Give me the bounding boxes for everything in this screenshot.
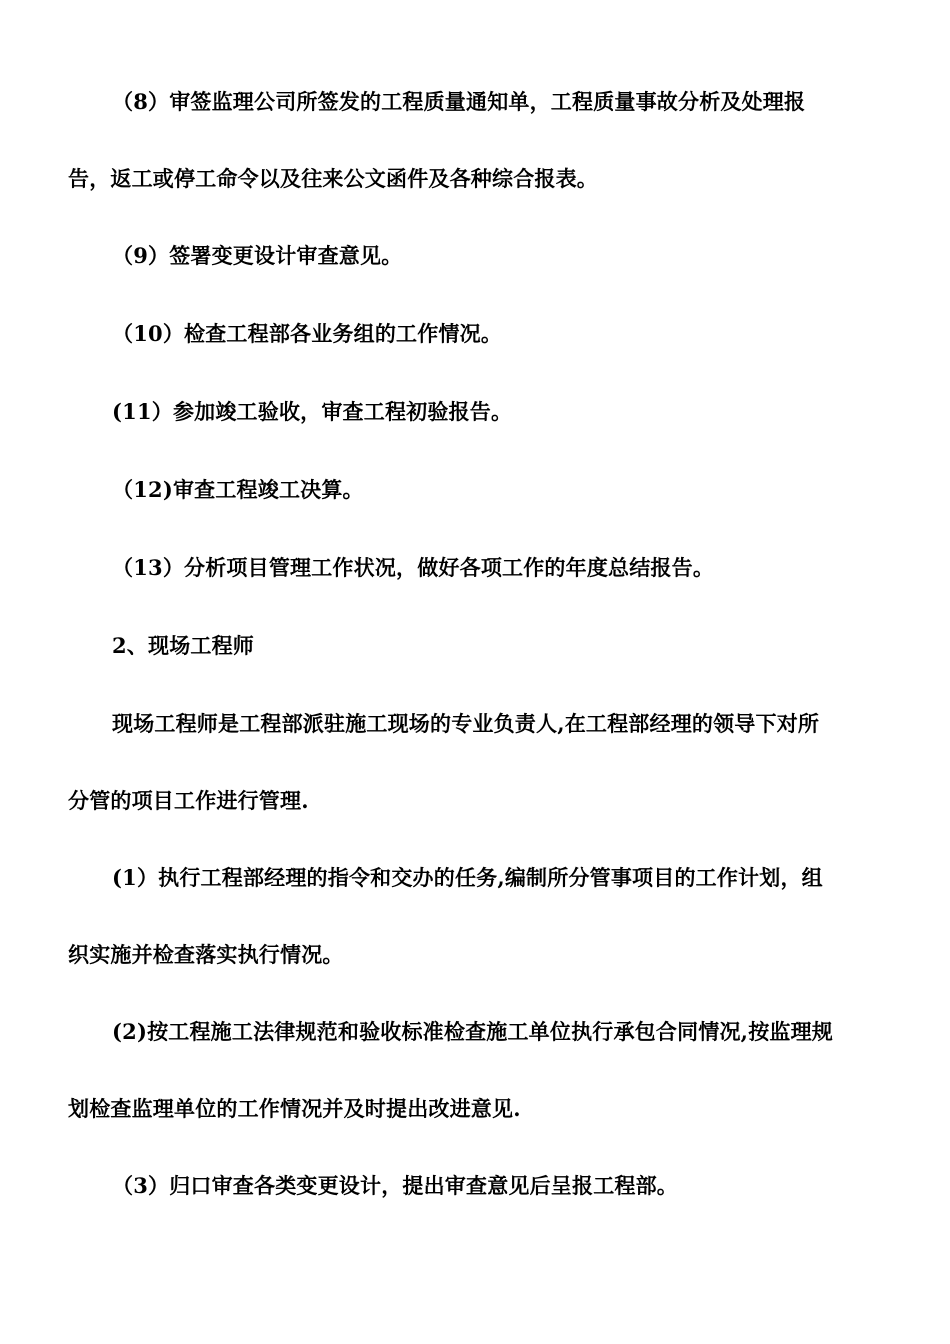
text-line: （8）审签监理公司所签发的工程质量通知单，工程质量事故分析及处理报: [112, 89, 806, 114]
text-line: （13）分析项目管理工作状况，做好各项工作的年度总结报告。: [112, 555, 715, 580]
text-line: (1）执行工程部经理的指令和交办的任务,编制所分管事项目的工作计划，组: [112, 865, 823, 890]
text-line: 织实施并检查落实执行情况。: [68, 942, 344, 967]
text-line: 现场工程师是工程部派驻施工现场的专业负责人,在工程部经理的领导下对所: [112, 711, 820, 736]
text-line: （3）归口审查各类变更设计，提出审查意见后呈报工程部。: [112, 1173, 679, 1198]
text-line: （12)审查工程竣工决算。: [112, 477, 364, 502]
text-line: 告，返工或停工命令以及往来公文函件及各种综合报表。: [68, 166, 598, 191]
section-heading: 2、现场工程师: [112, 633, 255, 658]
text-line: （9）签署变更设计审查意见。: [112, 243, 403, 268]
text-line: (11）参加竣工验收，审查工程初验报告。: [112, 399, 513, 424]
text-line: (2)按工程施工法律规范和验收标准检查施工单位执行承包合同情况,按监理规: [112, 1019, 833, 1044]
text-line: （10）检查工程部各业务组的工作情况。: [112, 321, 503, 346]
text-line: 划检查监理单位的工作情况并及时提出改进意见.: [68, 1096, 521, 1121]
text-line: 分管的项目工作进行管理.: [68, 788, 309, 813]
